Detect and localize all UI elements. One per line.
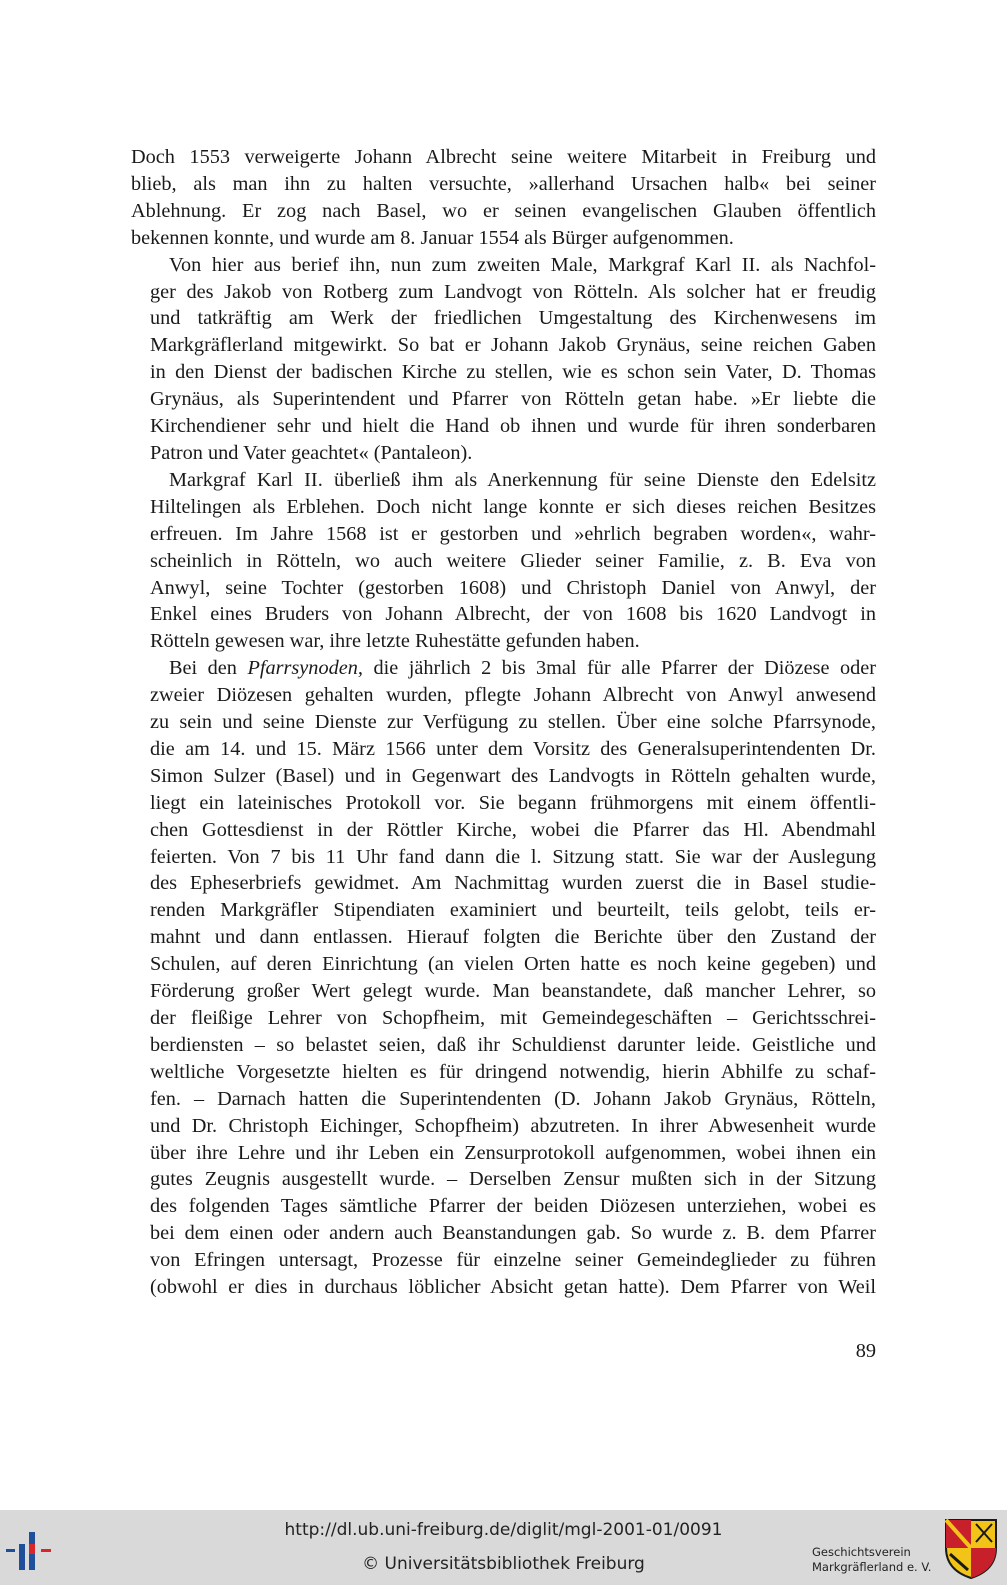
- text-line: feierten. Von 7 bis 11 Uhr fand dann die l. Sitzung statt. Sie war der Auslegung: [150, 845, 876, 868]
- italic-term: Pfarrsynoden,: [247, 657, 363, 680]
- text-line: Rötteln gewesen war, ihre letzte Ruhestätte gefunden haben.: [150, 630, 640, 653]
- text-segment: die jährlich 2 bis 3mal für alle Pfarrer der Diözese oder: [362, 657, 876, 680]
- text-line: renden Markgräfler Stipendiaten examiniert und beurteilt, teils gelobt, teils er-: [150, 899, 876, 922]
- text-line: von Efringen untersagt, Prozesse für einzelne seiner Gemeindeglieder zu führen: [150, 1249, 876, 1272]
- text-line: erfreuen. Im Jahre 1568 ist er gestorben und »ehrlich begraben worden«, wahr-: [150, 522, 876, 545]
- society-name: [812, 1545, 931, 1575]
- text-line: fen. – Darnach hatten die Superintendenten (D. Johann Jakob Grynäus, Rötteln,: [150, 1087, 876, 1110]
- text-line: Doch 1553 verweigerte Johann Albrecht seine weitere Mitarbeit in Freiburg und: [131, 146, 876, 168]
- society-name-line1: Geschichtsverein: [812, 1545, 911, 1559]
- text-line: Patron und Vater geachtet« (Pantaleon).: [150, 441, 473, 464]
- text-line: chen Gottesdienst in der Röttler Kirche, wobei die Pfarrer das Hl. Abendmahl: [150, 818, 876, 841]
- coat-of-arms-icon: [944, 1518, 998, 1580]
- text-line: und tatkräftig am Werk der friedlichen Umgestaltung des Kirchenwesens im: [150, 307, 876, 330]
- text-line: Markgraf Karl II. überließ ihm als Anerkennung für seine Dienste den Edelsitz: [169, 468, 876, 491]
- text-line: blieb, als man ihn zu halten versuchte, »allerhand Ursachen halb« bei seiner: [131, 172, 876, 195]
- copyright-notice: © Universitätsbibliothek Freiburg: [362, 1554, 645, 1574]
- text-segment: Bei den: [169, 657, 248, 680]
- text-line: in den Dienst der badischen Kirche zu stellen, wie es schon sein Vater, D. Thomas: [150, 361, 876, 384]
- text-line: mahnt und dann entlassen. Hierauf folgten die Berichte über den Zustand der: [150, 926, 876, 949]
- text-line: berdiensten – so belastet seien, daß ihr Schuldienst darunter leide. Geistliche und: [150, 1033, 876, 1056]
- paragraph: [131, 252, 876, 467]
- text-line: über ihre Lehre und ihr Leben ein Zensurprotokoll aufgenommen, wobei ihnen ein: [150, 1141, 876, 1164]
- paragraph: [131, 467, 876, 655]
- text-line: [131, 655, 876, 682]
- viewer-footer: [0, 1510, 1007, 1585]
- text-line: weltliche Vorgesetzte hielten es für dringend notwendig, hierin Abhilfe zu schaf-: [150, 1060, 876, 1083]
- text-line: (obwohl er dies in durchaus löblicher Absicht getan hatte). Dem Pfarrer von Weil: [150, 1276, 876, 1299]
- text-line: Von hier aus berief ihn, nun zum zweiten Male, Markgraf Karl II. als Nachfol-: [169, 253, 876, 276]
- text-line: Grynäus, als Superintendent und Pfarrer von Rötteln getan habe. »Er liebte die: [150, 388, 876, 411]
- document-url-link[interactable]: http://dl.ub.uni-freiburg.de/diglit/mgl-2001-01/0091: [284, 1520, 723, 1540]
- text-line: gutes Zeugnis ausgestellt wurde. – Derselben Zensur mußten sich in der Sitzung: [150, 1168, 876, 1191]
- paragraph: [131, 655, 876, 1301]
- society-name-line2: Markgräflerland e. V.: [812, 1560, 932, 1574]
- text-line: Kirchendiener sehr und hielt die Hand ob ihnen und wurde für ihren sonderbaren: [150, 415, 876, 438]
- text-line: Markgräflerland mitgewirkt. So bat er Johann Jakob Grynäus, seine reichen Gaben: [150, 334, 876, 357]
- text-line: die am 14. und 15. März 1566 unter dem Vorsitz des Generalsuperintendenten Dr.: [150, 737, 876, 760]
- page-number: 89: [855, 1340, 876, 1362]
- text-line: Anwyl, seine Tochter (gestorben 1608) und Christoph Daniel von Anwyl, der: [150, 576, 876, 599]
- text-line: Förderung großer Wert gelegt wurde. Man beanstandete, daß mancher Lehrer, so: [150, 980, 876, 1003]
- text-line: zweier Diözesen gehalten wurden, pflegte Johann Albrecht von Anwyl anwesend: [150, 684, 876, 707]
- text-line: Hiltelingen als Erblehen. Doch nicht lange konnte er sich dieses reichen Besitzes: [150, 495, 876, 518]
- text-line: Enkel eines Bruders von Johann Albrecht, der von 1608 bis 1620 Landvogt in: [150, 603, 876, 626]
- text-line: scheinlich in Rötteln, wo auch weitere Glieder seiner Familie, z. B. Eva von: [150, 549, 876, 572]
- text-line: ger des Jakob von Rotberg zum Landvogt von Rötteln. Als solcher hat er freudig: [150, 280, 876, 303]
- text-line: Simon Sulzer (Basel) und in Gegenwart des Landvogts in Rötteln gehalten wurde,: [150, 764, 876, 787]
- text-line: und Dr. Christoph Eichinger, Schopfheim) abzutreten. In ihrer Abwesenheit wurde: [150, 1114, 876, 1137]
- text-line: Ablehnung. Er zog nach Basel, wo er seinen evangelischen Glauben öffentlich: [131, 199, 876, 222]
- text-line: zu sein und seine Dienste zur Verfügung zu stellen. Über eine solche Pfarrsynode,: [150, 711, 876, 734]
- text-line: bekennen konnte, und wurde am 8. Januar 1554 als Bürger aufgenommen.: [131, 226, 734, 249]
- text-line: der fleißige Lehrer von Schopfheim, mit Gemeindegeschäften – Gerichtsschrei-: [150, 1007, 876, 1029]
- body-text: [131, 144, 876, 1301]
- text-line: Schulen, auf deren Einrichtung (an vielen Orten hatte es noch keine gegeben) und: [150, 953, 876, 976]
- text-line: liegt ein lateinisches Protokoll vor. Sie begann frühmorgens mit einem öffentli-: [150, 791, 876, 814]
- text-line: des Epheserbriefs gewidmet. Am Nachmittag wurden zuerst die in Basel studie-: [150, 872, 876, 895]
- text-line: bei dem einen oder andern auch Beanstandungen gab. So wurde z. B. dem Pfarrer: [150, 1222, 876, 1245]
- paragraph: [131, 144, 876, 252]
- text-line: des folgenden Tages sämtliche Pfarrer der beiden Diözesen unterziehen, wobei es: [150, 1195, 876, 1218]
